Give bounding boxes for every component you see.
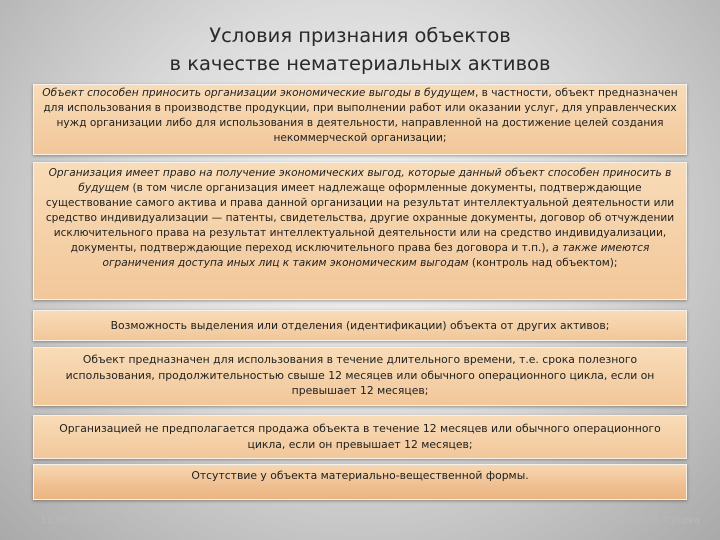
- slide-title: [0, 22, 720, 78]
- condition-card-right-to-benefits: [33, 162, 687, 300]
- slide-title-line-2: в качестве нематериальных активов: [169, 52, 551, 75]
- slide-title-line-1: Условия признания объектов: [209, 24, 511, 47]
- condition-text: Возможность выделения или отделения (идентификации) объекта от других активов;: [110, 319, 610, 332]
- condition-text: (в том числе организация имеет надлежаще оформленные документы, подтверждающие существование самого актива и права данной организации на результат интеллектуальной деятельности или средство индивидуализации — патенты, свидетельства, другие охранные документы, договор об отчуждении исключительного права на результат интеллектуальной деятельности или на средство индивидуализации, документы, подтверждающие переход исключительного права без договора и т.п.),: [45, 182, 675, 254]
- footer-date: 11.08.2018: [40, 515, 98, 526]
- condition-card-intangible-form: [33, 464, 687, 500]
- condition-emphasis: а также имеются ограничения доступа иных лиц к таким экономическим выгодам: [102, 242, 650, 269]
- condition-card-no-sale: [33, 415, 687, 459]
- condition-emphasis: Организация имеет право на получение экономических выгод, которые данный объект способен приносить в будущем: [48, 167, 672, 194]
- footer-author: М.М. Гусева: [637, 515, 700, 526]
- condition-text: (контроль над объектом);: [468, 257, 618, 269]
- condition-text: Отсутствие у объекта материально-вещественной формы.: [191, 469, 529, 482]
- condition-text: , в частности, объект предназначен для использования в производстве продукции, при выполнении работ или оказании услуг, для управленческих нужд организации либо для использования в деятельности, направленной на достижение целей создания некоммерческой организации;: [43, 87, 678, 144]
- condition-card-identification: [33, 310, 687, 341]
- condition-card-economic-benefits: [33, 84, 687, 155]
- condition-card-useful-life: [33, 347, 687, 406]
- condition-text: Объект предназначен для использования в течение длительного времени, т.е. срока полезного использования, продолжительностью свыше 12 месяцев или обычного операционного цикла, если он превышает 12 месяцев;: [65, 353, 655, 397]
- condition-text: Организацией не предполагается продажа объекта в течение 12 месяцев или обычного операционного цикла, если он превышает 12 месяцев;: [59, 422, 661, 451]
- condition-emphasis: Объект способен приносить организации экономические выгоды в будущем: [42, 87, 475, 99]
